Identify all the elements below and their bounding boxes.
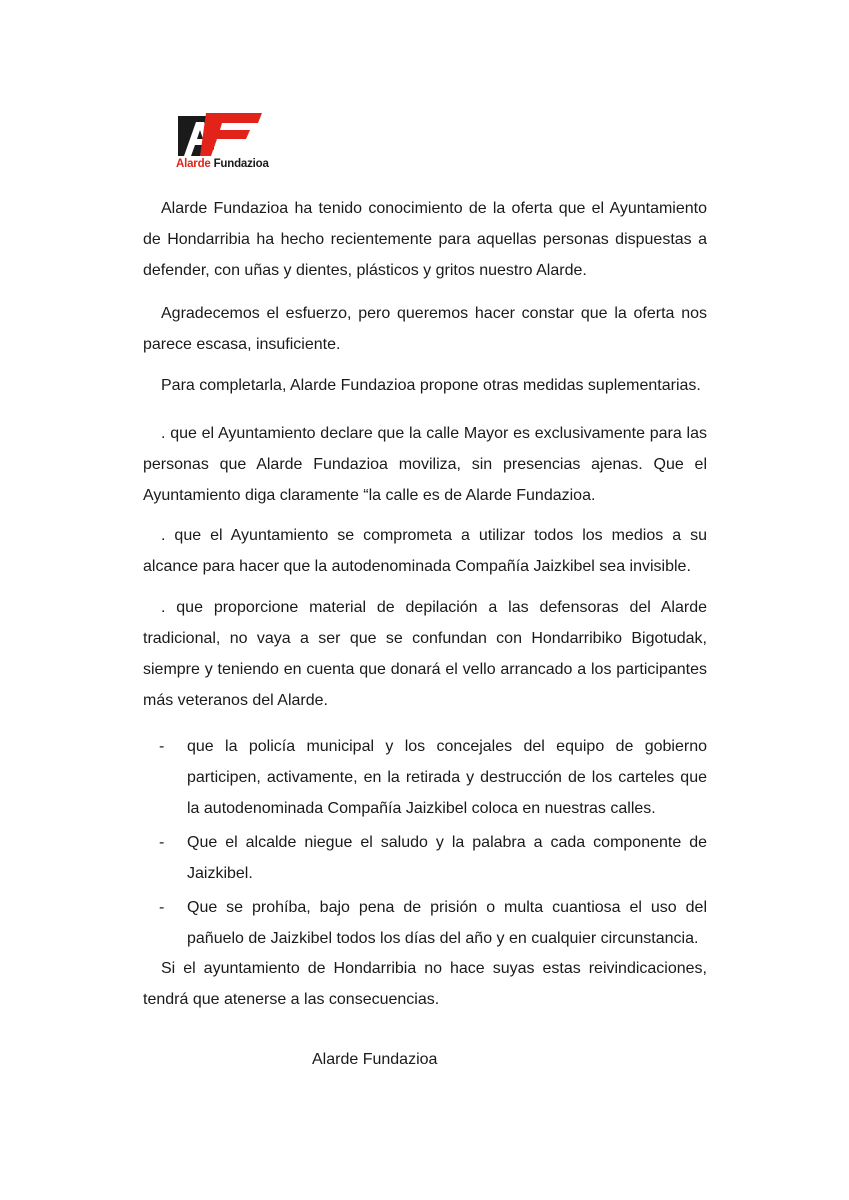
- paragraph-measure-depilacion: . que proporcione material de depilación a las defensoras del Alarde tradicional, no vaya a ser que se confundan con Hondarribiko Bigotudak, siempre y teniendo en cuenta que donará el vello arrancado a los participantes más veteranos del Alarde.: [143, 599, 707, 709]
- paragraph-measure-calle-mayor: . que el Ayuntamiento declare que la calle Mayor es exclusivamente para las personas que Alarde Fundazioa moviliza, sin presencias ajenas. Que el Ayuntamiento diga claramente “la calle es de Alarde Fundazioa.: [143, 425, 707, 504]
- paragraph-consequences: Si el ayuntamiento de Hondarribia no hace suyas estas reivindicaciones, tendrá que atenerse a las consecuencias.: [143, 960, 707, 1008]
- paragraph-proposal: Para completarla, Alarde Fundazioa propone otras medidas suplementarias.: [161, 377, 701, 394]
- list-item: [143, 731, 707, 824]
- af-logo-mark: [176, 110, 266, 158]
- demands-list: [143, 731, 707, 957]
- list-item: [143, 892, 707, 954]
- paragraph-intro: Alarde Fundazioa ha tenido conocimiento de la oferta que el Ayuntamiento de Hondarribia ha hecho recientemente para aquellas personas dispuestas a defender, con uñas y dientes, plásticos y gritos nuestro Alarde.: [143, 200, 707, 279]
- list-dash: -: [159, 738, 165, 755]
- alarde-fundazioa-logo: [176, 110, 286, 176]
- list-item-text: que la policía municipal y los concejales del equipo de gobierno participen, activamente, en la retirada y destrucción de los carteles que la autodenominada Compañía Jaizkibel coloca en nuestras calles.: [187, 738, 707, 817]
- paragraph-gratitude: Agradecemos el esfuerzo, pero queremos hacer constar que la oferta nos parece escasa, insuficiente.: [143, 305, 707, 353]
- list-item: [143, 827, 707, 889]
- paragraph-measure-invisible: . que el Ayuntamiento se comprometa a utilizar todos los medios a su alcance para hacer que la autodenominada Compañía Jaizkibel sea invisible.: [143, 527, 707, 575]
- list-dash: -: [159, 834, 165, 851]
- signature: Alarde Fundazioa: [312, 1051, 438, 1068]
- logo-wordmark: [176, 158, 269, 170]
- logo-word-fundazioa: Fundazioa: [213, 158, 269, 170]
- list-item-text: Que el alcalde niegue el saludo y la palabra a cada componente de Jaizkibel.: [187, 834, 707, 882]
- list-item-text: Que se prohíba, bajo pena de prisión o multa cuantiosa el uso del pañuelo de Jaizkibel todos los días del año y en cualquier circunstancia.: [187, 899, 707, 947]
- list-dash: -: [159, 899, 165, 916]
- logo-word-alarde: Alarde: [176, 158, 211, 170]
